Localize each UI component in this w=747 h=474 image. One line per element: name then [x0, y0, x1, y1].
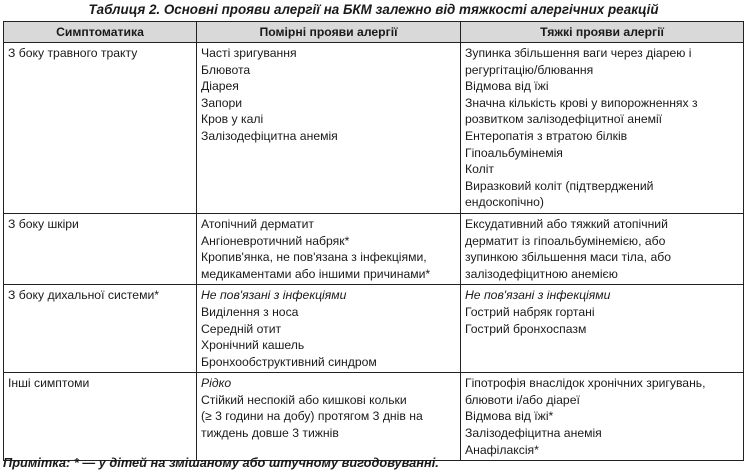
severe-cell — [461, 213, 744, 284]
table-footnote: Примітка: * — у дітей на змішаному або штучному вигодовуванні. — [3, 455, 439, 470]
moderate-item: Атопічний дерматит — [201, 216, 315, 231]
severe-item: Ексудативний або тяжкий атопічний — [465, 216, 668, 231]
severe-item: Гіпоальбумінемія — [465, 145, 563, 160]
moderate-item: Кров у калі — [201, 112, 264, 127]
table-row — [4, 43, 744, 214]
severe-item: розвитком залізодефіцитної анемії — [465, 112, 663, 127]
table-row — [4, 373, 744, 461]
moderate-item: Хронічний кашель — [201, 338, 305, 353]
severe-item: блювоти і/або діареї — [465, 392, 580, 407]
moderate-item: Часті зригування — [201, 46, 297, 60]
severe-item: Відмова від їжі — [465, 79, 549, 94]
severe-subheader: Не пов'язані з інфекціями — [465, 288, 611, 303]
severe-item: Відмова від їжі* — [465, 409, 554, 424]
moderate-cell — [197, 213, 461, 284]
moderate-item: Блювота — [201, 62, 251, 77]
severe-cell — [461, 373, 744, 461]
symptom-cell — [4, 285, 197, 373]
moderate-cell — [197, 285, 461, 373]
severe-item: ендоскопічно) — [465, 195, 544, 210]
severe-item: Гострий набряк гортані — [465, 304, 595, 319]
moderate-item: медикаментами або іншими причинами* — [201, 266, 431, 281]
symptom-label: З боку травного тракту — [8, 46, 138, 60]
severe-item: Коліт — [465, 162, 495, 177]
moderate-item: Залізодефіцитна анемія — [201, 128, 338, 143]
moderate-item: Середній отит — [201, 321, 282, 336]
moderate-item: (≥ 3 години на добу) протягом 3 днів на — [201, 409, 423, 424]
moderate-item: Кропив'янка, не пов'язана з інфекціями, — [201, 250, 427, 265]
column-header-symptoms: Симптоматика — [4, 22, 197, 43]
moderate-subheader: Не пов'язані з інфекціями — [201, 288, 347, 303]
severe-cell — [461, 285, 744, 373]
symptom-cell — [4, 373, 197, 461]
severe-item: Виразковий коліт (підтверджений — [465, 178, 654, 193]
severe-item: зупинкою збільшення маси тіла, або — [465, 250, 671, 265]
moderate-item: Стійкий неспокій або кишкові кольки — [201, 392, 407, 407]
symptom-label: З боку дихальної системи* — [8, 288, 159, 303]
severe-item: Анафілаксія* — [465, 442, 539, 457]
severe-item: залізодефіцитною анемією — [465, 266, 618, 281]
severe-item: регургітацію/блювання — [465, 62, 594, 77]
moderate-subheader: Рідко — [201, 376, 232, 391]
severe-item: Ентеропатія з втратою білків — [465, 128, 628, 143]
table-header-row — [4, 22, 744, 43]
moderate-cell — [197, 43, 461, 214]
severe-item: дерматит із гіпоальбумінемією, або — [465, 233, 666, 248]
moderate-item: Бронхообструктивний синдром — [201, 354, 377, 369]
moderate-item: Діарея — [201, 79, 239, 94]
severe-item: Гострий бронхоспазм — [465, 321, 587, 336]
moderate-cell — [197, 373, 461, 461]
symptom-label: З боку шкіри — [8, 216, 79, 231]
severe-item: Залізодефіцитна анемія — [465, 426, 602, 441]
table-caption: Таблиця 2. Основні прояви алергії на БКМ залежно від тяжкості алергічних реакцій — [88, 2, 659, 17]
moderate-item: Ангіоневротичний набряк* — [201, 233, 350, 248]
severe-item: Значна кількість крові у випорожненнях з — [465, 95, 698, 110]
severe-item: Зупинка збільшення ваги через діарею і — [465, 46, 692, 60]
table-row — [4, 285, 744, 373]
symptom-cell — [4, 43, 197, 214]
severe-item: Гіпотрофія внаслідок хронічних зригувань, — [465, 376, 706, 391]
table-row — [4, 213, 744, 284]
severe-cell — [461, 43, 744, 214]
column-header-severe: Тяжкі прояви алергії — [461, 22, 744, 43]
moderate-item: тиждень довше 3 тижнів — [201, 426, 339, 441]
symptom-label: Інші симптоми — [8, 376, 90, 391]
symptom-cell — [4, 213, 197, 284]
moderate-item: Запори — [201, 95, 243, 110]
column-header-moderate: Помірні прояви алергії — [197, 22, 461, 43]
allergy-table — [3, 21, 744, 461]
moderate-item: Виділення з носа — [201, 304, 299, 319]
